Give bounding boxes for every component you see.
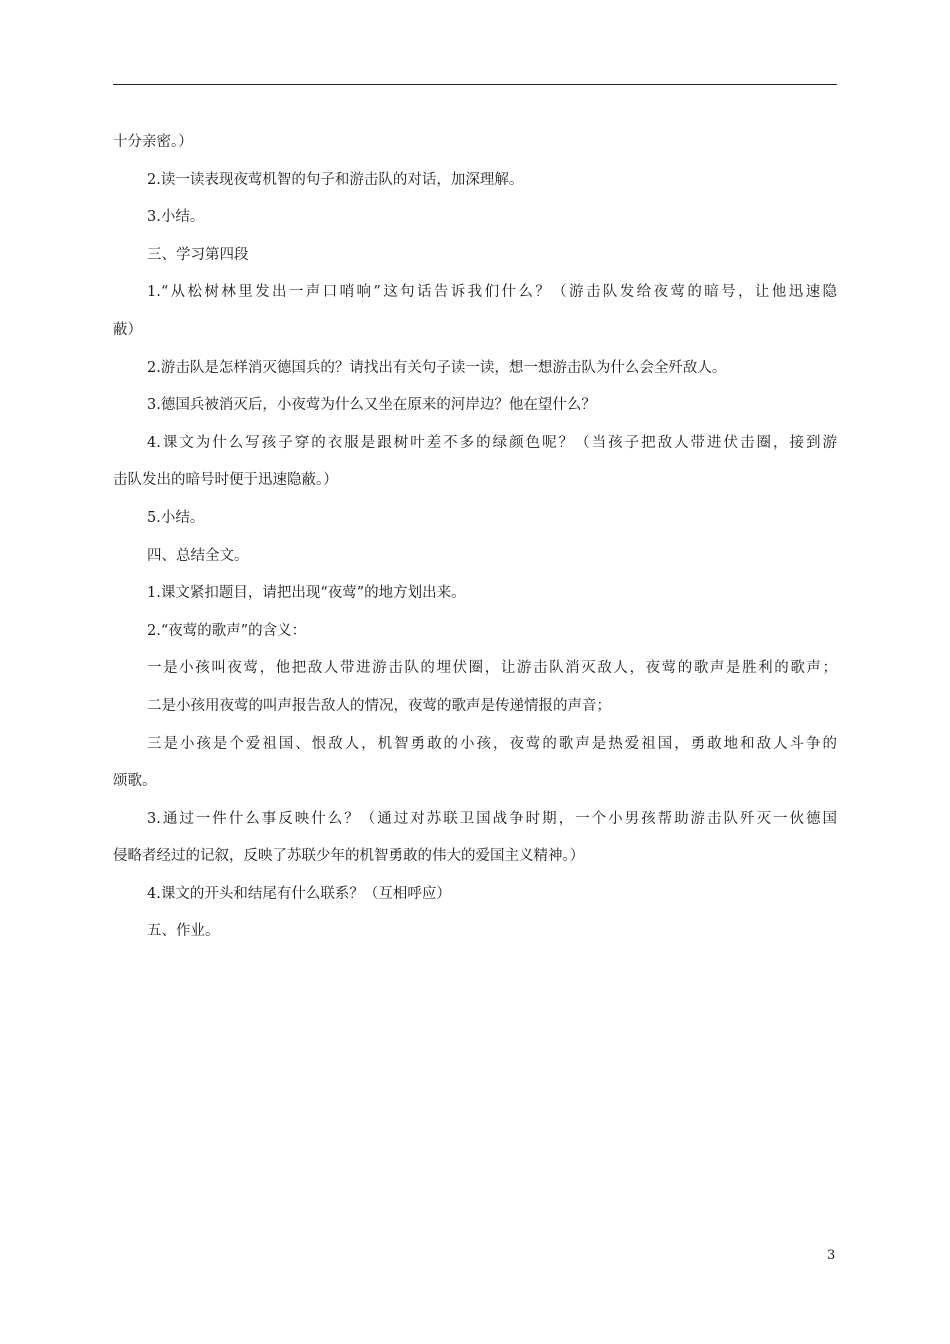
page-number: 3 (827, 1248, 836, 1263)
text-line: 颂歌。 (113, 773, 157, 790)
text-line: 击队发出的暗号时便于迅速隐蔽。） (113, 472, 338, 489)
text-line: 2.读一读表现夜莺机智的句子和游击队的对话，加深理解。 (147, 171, 524, 188)
text-line: 1.课文紧扣题目，请把出现“夜莺”的地方划出来。 (147, 585, 466, 602)
text-line: 四、总结全文。 (147, 547, 249, 564)
text-line: 4.课文的开头和结尾有什么联系？（互相呼应） (147, 885, 451, 902)
text-line: 1.“从松树林里发出一声口哨响”这句话告诉我们什么？（游击队发给夜莺的暗号，让他迅速隐 (147, 284, 837, 301)
text-line: 3.小结。 (147, 209, 205, 226)
text-line: 3.德国兵被消灭后，小夜莺为什么又坐在原来的河岸边？他在望什么？ (147, 397, 596, 414)
text-line: 5.小结。 (147, 509, 205, 526)
header-rule (113, 84, 837, 85)
text-line: 三是小孩是个爱祖国、恨敌人，机智勇敢的小孩，夜莺的歌声是热爱祖国，勇敢地和敌人斗争的 (147, 735, 837, 752)
text-line: 三、学习第四段 (147, 246, 249, 263)
text-line: 二是小孩用夜莺的叫声报告敌人的情况，夜莺的歌声是传递情报的声音； (147, 697, 611, 714)
text-line: 侵略者经过的记叙，反映了苏联少年的机智勇敢的伟大的爱国主义精神。） (113, 848, 585, 865)
text-line: 2.游击队是怎样消灭德国兵的？请找出有关句子读一读，想一想游击队为什么会全歼敌人。 (147, 359, 727, 376)
document-body (113, 124, 837, 951)
text-line: 2.“夜莺的歌声”的含义： (147, 622, 307, 639)
text-line: 蔽） (113, 321, 142, 338)
text-line: 十分亲密。） (113, 134, 193, 150)
text-line: 一是小孩叫夜莺，他把敌人带进游击队的埋伏圈，让游击队消灭敌人，夜莺的歌声是胜利的歌声； (147, 660, 837, 677)
text-line: 3.通过一件什么事反映什么？（通过对苏联卫国战争时期，一个小男孩帮助游击队歼灭一伙德国 (147, 810, 837, 827)
text-line: 五、作业。 (147, 923, 220, 940)
text-line: 4.课文为什么写孩子穿的衣服是跟树叶差不多的绿颜色呢？（当孩子把敌人带进伏击圈，接到游 (147, 434, 837, 451)
